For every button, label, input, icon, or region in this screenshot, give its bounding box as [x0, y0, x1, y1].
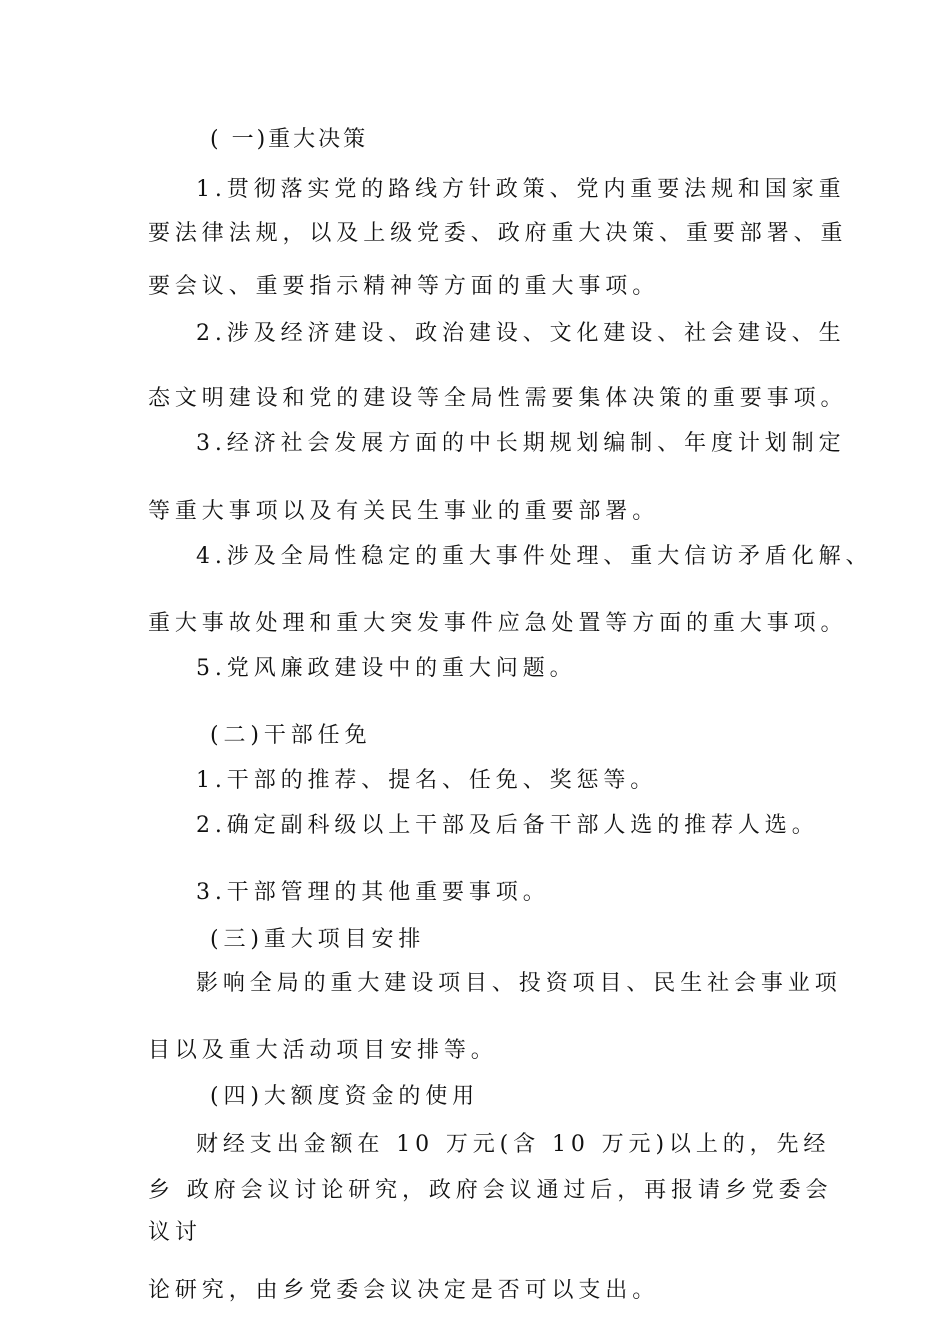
- paragraph-line: 论研究，由乡党委会议决定是否可以支出。: [148, 1278, 660, 1303]
- paragraph-line: 目以及重大活动项目安排等。: [148, 1038, 498, 1063]
- section-heading-cadre-appointment: (二)干部任免: [210, 723, 372, 748]
- paragraph-line: 3.经济社会发展方面的中长期规划编制、年度计划制定: [196, 431, 846, 456]
- paragraph-line: 要法律法规，以及上级党委、政府重大决策、重要部署、重: [148, 221, 848, 246]
- paragraph-line: 议讨: [148, 1220, 202, 1245]
- paragraph-line: 财经支出金额在 10 万元(含 10 万元)以上的，先经: [196, 1132, 831, 1157]
- paragraph-line: 重大事故处理和重大突发事件应急处置等方面的重大事项。: [148, 611, 848, 636]
- paragraph-line: 乡 政府会议讨论研究，政府会议通过后，再报请乡党委会: [148, 1178, 833, 1203]
- paragraph-line: 1.干部的推荐、提名、任免、奖惩等。: [196, 768, 658, 793]
- section-heading-large-funds: (四)大额度资金的使用: [210, 1084, 480, 1109]
- paragraph-line: 3.干部管理的其他重要事项。: [196, 880, 550, 905]
- paragraph-line: 影响全局的重大建设项目、投资项目、民生社会事业项: [196, 971, 842, 996]
- paragraph-line: 4.涉及全局性稳定的重大事件处理、重大信访矛盾化解、: [196, 544, 873, 569]
- paragraph-line: 2.确定副科级以上干部及后备干部人选的推荐人选。: [196, 813, 819, 838]
- paragraph-line: 要会议、重要指示精神等方面的重大事项。: [148, 274, 660, 299]
- paragraph-line: 1.贯彻落实党的路线方针政策、党内重要法规和国家重: [196, 177, 846, 202]
- paragraph-line: 态文明建设和党的建设等全局性需要集体决策的重要事项。: [148, 386, 848, 411]
- paragraph-line: 2.涉及经济建设、政治建设、文化建设、社会建设、生: [196, 321, 846, 346]
- paragraph-line: 等重大事项以及有关民生事业的重要部署。: [148, 499, 660, 524]
- section-heading-major-projects: (三)重大项目安排: [210, 927, 426, 952]
- paragraph-line: 5.党风廉政建设中的重大问题。: [196, 656, 577, 681]
- section-heading-major-decisions: ( 一)重大决策: [210, 127, 369, 152]
